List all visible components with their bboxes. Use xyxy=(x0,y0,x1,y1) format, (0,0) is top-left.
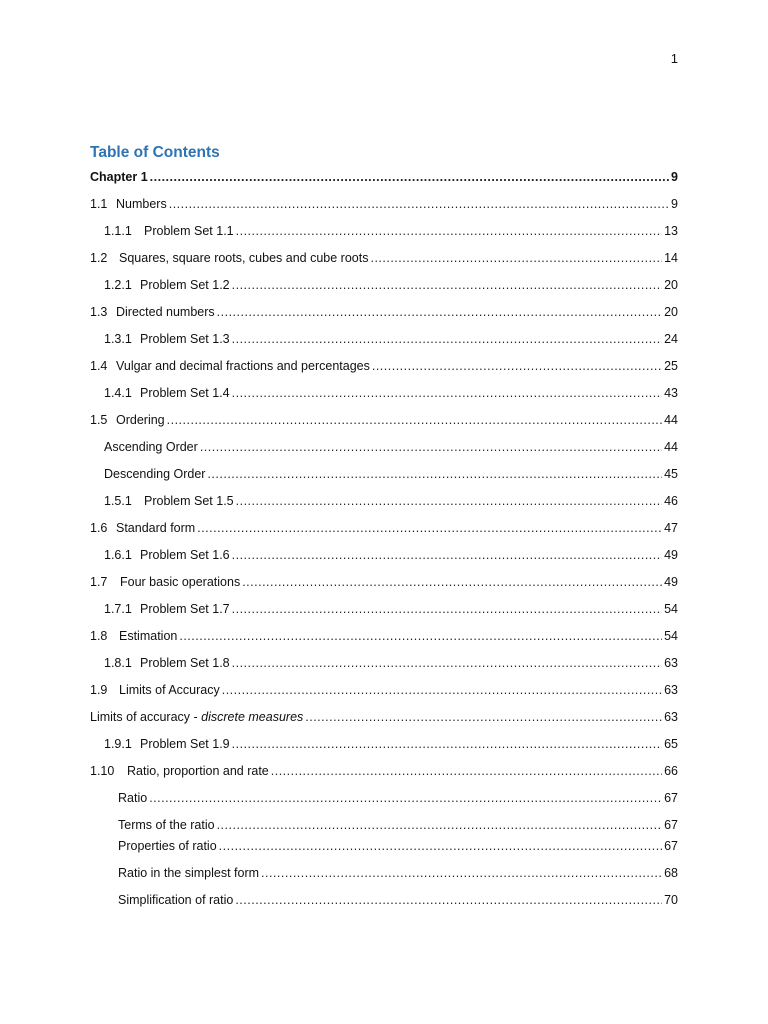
toc-entry-number: Chapter 1 xyxy=(90,170,148,184)
toc-entry-label xyxy=(104,464,205,484)
toc-entry-label xyxy=(118,890,233,910)
toc-dot-leader xyxy=(169,194,669,214)
toc-dot-leader xyxy=(219,836,662,856)
toc-entry-number: 1.5.1 xyxy=(104,494,132,508)
toc-entry[interactable] xyxy=(104,653,678,673)
toc-entry-title: Standard form xyxy=(116,521,196,535)
toc-dot-leader xyxy=(372,356,662,376)
toc-entry[interactable] xyxy=(90,761,678,781)
toc-entry-page: 25 xyxy=(664,359,678,373)
toc-entry-label xyxy=(118,815,215,835)
toc-entry-label xyxy=(90,572,240,592)
toc-entry-number: 1.7.1 xyxy=(104,602,132,616)
toc-entry[interactable] xyxy=(90,572,678,592)
toc-entry[interactable] xyxy=(90,356,678,376)
toc-entry-page: 65 xyxy=(664,737,678,751)
toc-entry-page: 44 xyxy=(664,413,678,427)
toc-entry-number: 1.7 xyxy=(90,575,108,589)
toc-entry-number: 1.8 xyxy=(90,629,108,643)
toc-entry-title-italic: discrete measures xyxy=(201,710,304,724)
toc-entry-label xyxy=(104,599,230,619)
toc-entry-number: 1.8.1 xyxy=(104,656,132,670)
toc-dot-leader xyxy=(232,734,662,754)
toc-dot-leader xyxy=(217,815,663,835)
toc-entry-title: Ordering xyxy=(116,413,165,427)
toc-entry-title: Problem Set 1.6 xyxy=(140,548,230,562)
toc-entry[interactable] xyxy=(90,518,678,538)
toc-dot-leader xyxy=(232,545,662,565)
toc-entry-number: 1.10 xyxy=(90,764,115,778)
toc-dot-leader xyxy=(197,518,662,538)
toc-entry-title: Problem Set 1.7 xyxy=(140,602,230,616)
toc-dot-leader xyxy=(232,653,662,673)
toc-entry-title: Problem Set 1.5 xyxy=(144,494,234,508)
toc-entry[interactable] xyxy=(90,167,678,187)
page-number: 1 xyxy=(670,51,678,66)
toc-entry[interactable] xyxy=(90,626,678,646)
toc-entry-page: 43 xyxy=(664,386,678,400)
toc-entry[interactable] xyxy=(118,815,678,835)
toc-entry-label xyxy=(90,518,195,538)
toc-entry-title: Limits of accuracy - xyxy=(90,710,202,724)
toc-entry-title: Numbers xyxy=(116,197,167,211)
toc-entry-label xyxy=(104,734,230,754)
toc-entry-title: Descending Order xyxy=(104,467,206,481)
toc-entry-title: Problem Set 1.9 xyxy=(140,737,230,751)
toc-entry-page: 49 xyxy=(664,548,678,562)
toc-entry-label xyxy=(90,626,177,646)
toc-dot-leader xyxy=(236,221,662,241)
toc-entry-title: Four basic operations xyxy=(120,575,241,589)
toc-entry[interactable] xyxy=(90,707,678,727)
toc-entry-title: Problem Set 1.4 xyxy=(140,386,230,400)
toc-dot-leader xyxy=(232,599,662,619)
toc-entry-label xyxy=(104,275,230,295)
toc-dot-leader xyxy=(370,248,662,268)
toc-entry-page: 49 xyxy=(664,575,678,589)
toc-dot-leader xyxy=(271,761,662,781)
toc-entry-page: 67 xyxy=(664,791,678,805)
toc-dot-leader xyxy=(217,302,662,322)
toc-entry-label xyxy=(118,863,259,883)
toc-entry-page: 45 xyxy=(664,467,678,481)
toc-entry-page: 9 xyxy=(671,170,678,184)
toc-entry-title: Vulgar and decimal fractions and percentages xyxy=(116,359,370,373)
toc-entry-label xyxy=(90,248,368,268)
toc-entry-label xyxy=(104,437,198,457)
toc-entry-label xyxy=(104,329,230,349)
toc-entry-number: 1.9.1 xyxy=(104,737,132,751)
toc-entry[interactable] xyxy=(118,788,678,808)
toc-entry-number: 1.6.1 xyxy=(104,548,132,562)
toc-entry[interactable] xyxy=(90,680,678,700)
toc-dot-leader xyxy=(305,707,662,727)
toc-entry-title: Ascending Order xyxy=(104,440,198,454)
toc-entry-page: 9 xyxy=(671,197,678,211)
toc-entry-page: 68 xyxy=(664,866,678,880)
toc-entry-label xyxy=(90,680,220,700)
toc-entry[interactable] xyxy=(104,437,678,457)
toc-entry-label xyxy=(90,194,167,214)
toc-dot-leader xyxy=(150,167,669,187)
toc-entry-page: 47 xyxy=(664,521,678,535)
toc-entry-label xyxy=(90,761,269,781)
toc-dot-leader xyxy=(235,890,662,910)
toc-entry-number: 1.4.1 xyxy=(104,386,132,400)
toc-entry-number: 1.2 xyxy=(90,251,108,265)
toc-entry-page: 66 xyxy=(664,764,678,778)
toc-entry[interactable] xyxy=(118,863,678,883)
toc-dot-leader xyxy=(200,437,662,457)
toc-entry-title: Problem Set 1.1 xyxy=(144,224,234,238)
toc-entry-title: Problem Set 1.8 xyxy=(140,656,230,670)
toc-dot-leader xyxy=(207,464,662,484)
toc-entry-title: Problem Set 1.2 xyxy=(140,278,230,292)
toc-entry[interactable] xyxy=(104,329,678,349)
toc-dot-leader xyxy=(236,491,662,511)
toc-entry-page: 63 xyxy=(664,683,678,697)
toc-entry[interactable] xyxy=(90,194,678,214)
toc-entry[interactable] xyxy=(118,836,678,856)
toc-entry-page: 14 xyxy=(664,251,678,265)
toc-entry-label xyxy=(90,302,215,322)
toc-entry-page: 67 xyxy=(664,839,678,853)
toc-entry-number: 1.3.1 xyxy=(104,332,132,346)
toc-entry-label xyxy=(104,221,234,241)
toc-entry-page: 63 xyxy=(664,710,678,724)
toc-entry-label xyxy=(118,836,217,856)
toc-entry-title: Directed numbers xyxy=(116,305,215,319)
toc-dot-leader xyxy=(232,275,662,295)
toc-entry-page: 67 xyxy=(664,818,678,832)
toc-entry-number: 1.1.1 xyxy=(104,224,132,238)
toc-entry-page: 44 xyxy=(664,440,678,454)
toc-entry-label xyxy=(118,788,147,808)
toc-entry-number: 1.5 xyxy=(90,413,108,427)
toc-entry-page: 70 xyxy=(664,893,678,907)
toc-entry-number: 1.4 xyxy=(90,359,108,373)
toc-entry-label xyxy=(104,383,230,403)
toc-entry-title: Problem Set 1.3 xyxy=(140,332,230,346)
toc-dot-leader xyxy=(242,572,662,592)
toc-entry[interactable] xyxy=(104,545,678,565)
toc-dot-leader xyxy=(261,863,662,883)
toc-entry-label xyxy=(104,545,230,565)
toc-entry-page: 54 xyxy=(664,629,678,643)
toc-entry-title: Estimation xyxy=(119,629,178,643)
toc-dot-leader xyxy=(232,383,662,403)
toc-dot-leader xyxy=(149,788,662,808)
toc-entry-number: 1.2.1 xyxy=(104,278,132,292)
toc-entry-title: Properties of ratio xyxy=(118,839,217,853)
toc-dot-leader xyxy=(222,680,662,700)
toc-entry[interactable] xyxy=(90,410,678,430)
toc-entry-title: Limits of Accuracy xyxy=(119,683,220,697)
toc-entry-page: 20 xyxy=(664,305,678,319)
toc-entry-page: 20 xyxy=(664,278,678,292)
toc-entry-page: 63 xyxy=(664,656,678,670)
toc-entry-title: Terms of the ratio xyxy=(118,818,215,832)
toc-dot-leader xyxy=(167,410,662,430)
toc-entry-label xyxy=(104,491,234,511)
toc-entry[interactable] xyxy=(104,599,678,619)
toc-entry-title: Ratio in the simplest form xyxy=(118,866,260,880)
toc-entry[interactable] xyxy=(90,248,678,268)
toc-entry-number: 1.3 xyxy=(90,305,108,319)
toc-entry-page: 54 xyxy=(664,602,678,616)
toc-entry-number: 1.1 xyxy=(90,197,108,211)
toc-entry-number: 1.9 xyxy=(90,683,108,697)
toc-entry-page: 46 xyxy=(664,494,678,508)
toc-entry[interactable] xyxy=(118,890,678,910)
toc-heading: Table of Contents xyxy=(90,144,220,161)
toc-dot-leader xyxy=(179,626,662,646)
toc-entry[interactable] xyxy=(104,734,678,754)
toc-entry-page: 24 xyxy=(664,332,678,346)
toc-dot-leader xyxy=(232,329,662,349)
toc-entry[interactable] xyxy=(90,302,678,322)
toc-entry-number: 1.6 xyxy=(90,521,108,535)
toc-entry-title: Ratio, proportion and rate xyxy=(127,764,269,778)
toc-entry-title: Squares, square roots, cubes and cube roots xyxy=(119,251,369,265)
toc-entry-label xyxy=(104,653,230,673)
toc-entry[interactable] xyxy=(104,491,678,511)
toc-entry-label xyxy=(90,707,303,727)
toc-entry-label xyxy=(90,356,370,376)
toc-entry-title: Simplification of ratio xyxy=(118,893,234,907)
toc-entry-page: 13 xyxy=(664,224,678,238)
toc-entry-label xyxy=(90,410,165,430)
toc-entry[interactable] xyxy=(104,221,678,241)
toc-entry[interactable] xyxy=(104,464,678,484)
toc-entry[interactable] xyxy=(104,275,678,295)
toc-entry-title: Ratio xyxy=(118,791,148,805)
toc-entry[interactable] xyxy=(104,383,678,403)
toc-entry-label xyxy=(90,167,148,187)
